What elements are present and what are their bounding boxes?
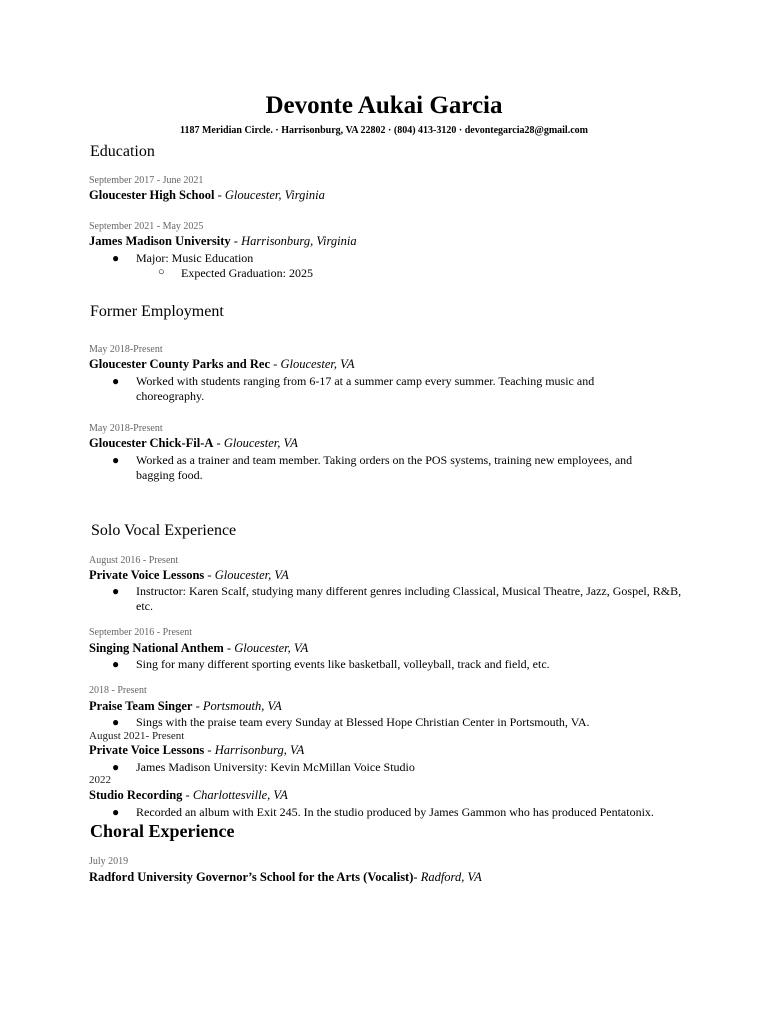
entry-location: Gloucester, VA <box>223 436 298 450</box>
entry-date: September 2016 - Present <box>89 627 193 638</box>
entry-location: Portsmouth, VA <box>202 699 282 713</box>
bullet-text: Worked as a trainer and team member. Taking orders on the POS systems, training new employees, and bagging food. <box>136 453 633 482</box>
entry-location: Gloucester, VA <box>280 357 355 371</box>
choral-heading: Choral Experience <box>90 821 235 841</box>
bullet-item <box>112 251 254 266</box>
bullet-icon: ● <box>112 805 120 819</box>
entry-title-line <box>89 234 357 249</box>
bullet-text: Recorded an album with Exit 245. In the studio produced by James Gammon who has produced Pentatonix. <box>136 805 654 819</box>
sub-bullet-icon: ○ <box>158 266 165 278</box>
entry-title-line <box>89 436 298 451</box>
entry-title: Gloucester High School <box>89 188 215 202</box>
bullet-text: Sings with the praise team every Sunday at Blessed Hope Christian Center in Portsmouth, VA. <box>136 715 590 729</box>
entry-location: Gloucester, VA <box>214 568 289 582</box>
entry-title-line <box>89 788 288 803</box>
bullet-text: Instructor: Karen Scalf, studying many different genres including Classical, Musical Theatre, Jazz, Gospel, R&B, etc. <box>136 584 682 613</box>
entry-title: Private Voice Lessons <box>89 568 205 582</box>
bullet-icon: ● <box>112 715 120 729</box>
bullet-icon: ● <box>112 453 120 467</box>
entry-date: August 2016 - Present <box>89 555 179 566</box>
bullet-text: Major: Music Education <box>136 251 254 265</box>
bullet-item <box>112 805 654 820</box>
separator: - <box>230 234 242 248</box>
entry-date: September 2017 - June 2021 <box>89 175 204 186</box>
entry-title-line <box>89 870 482 885</box>
entry-title: Gloucester Chick-Fil-A <box>89 436 214 450</box>
entry-title-line <box>89 357 355 372</box>
entry-title-line <box>89 699 282 714</box>
bullet-item <box>112 453 661 483</box>
resume-name: Devonte Aukai Garcia <box>265 92 503 119</box>
separator: - <box>192 699 203 713</box>
separator: - <box>213 436 224 450</box>
separator: - <box>182 788 193 802</box>
bullet-item <box>112 374 636 404</box>
bullet-text: Sing for many different sporting events like basketball, volleyball, track and field, etc. <box>136 657 550 671</box>
entry-title: Radford University Governor’s School for the Arts (Vocalist) <box>89 870 414 884</box>
solo-heading: Solo Vocal Experience <box>91 522 237 539</box>
bullet-icon: ● <box>112 251 120 265</box>
entry-date: May 2018-Present <box>89 423 163 434</box>
sub-bullet-item <box>158 266 313 281</box>
entry-location: Harrisonburg, VA <box>214 743 305 757</box>
bullet-text: Worked with students ranging from 6-17 at a summer camp every summer. Teaching music and choreography. <box>136 374 595 403</box>
bullet-text: James Madison University: Kevin McMillan Voice Studio <box>136 760 415 774</box>
entry-title-line <box>89 188 325 203</box>
entry-title-line <box>89 641 308 656</box>
employment-heading: Former Employment <box>90 303 224 320</box>
separator: - <box>223 641 235 655</box>
entry-location: Gloucester, Virginia <box>224 188 325 202</box>
separator: - <box>270 357 281 371</box>
bullet-item <box>112 657 550 672</box>
entry-date: July 2019 <box>89 856 129 867</box>
entry-title: Studio Recording <box>89 788 183 802</box>
sub-bullet-text: Expected Graduation: 2025 <box>181 266 313 280</box>
entry-location: Gloucester, VA <box>234 641 309 655</box>
separator: - <box>204 743 215 757</box>
entry-title-line <box>89 568 289 583</box>
entry-date: 2022 <box>89 774 111 786</box>
entry-location: Harrisonburg, Virginia <box>241 234 357 248</box>
separator: - <box>204 568 215 582</box>
entry-date: September 2021 - May 2025 <box>89 221 204 232</box>
bullet-icon: ● <box>112 584 120 598</box>
entry-date: May 2018-Present <box>89 344 163 355</box>
entry-date: August 2021- Present <box>89 730 185 742</box>
bullet-icon: ● <box>112 657 120 671</box>
entry-title: Private Voice Lessons <box>89 743 205 757</box>
entry-location: Charlottesville, VA <box>192 788 288 802</box>
entry-title: James Madison University <box>89 234 231 248</box>
separator: - <box>214 188 225 202</box>
contact-line: 1187 Meridian Circle. · Harrisonburg, VA 22802 · (804) 413-3120 · devontegarcia28@gmail.com <box>180 125 588 136</box>
bullet-item <box>112 584 684 614</box>
entry-title: Gloucester County Parks and Rec <box>89 357 271 371</box>
bullet-item <box>112 760 415 775</box>
entry-title-line <box>89 743 304 758</box>
entry-title: Singing National Anthem <box>89 641 224 655</box>
separator: - <box>413 870 421 884</box>
entry-title: Praise Team Singer <box>89 699 193 713</box>
bullet-item <box>112 715 590 730</box>
bullet-icon: ● <box>112 374 120 388</box>
entry-location: Radford, VA <box>420 870 482 884</box>
bullet-icon: ● <box>112 760 120 774</box>
education-heading: Education <box>90 143 155 160</box>
entry-date: 2018 - Present <box>89 685 147 696</box>
